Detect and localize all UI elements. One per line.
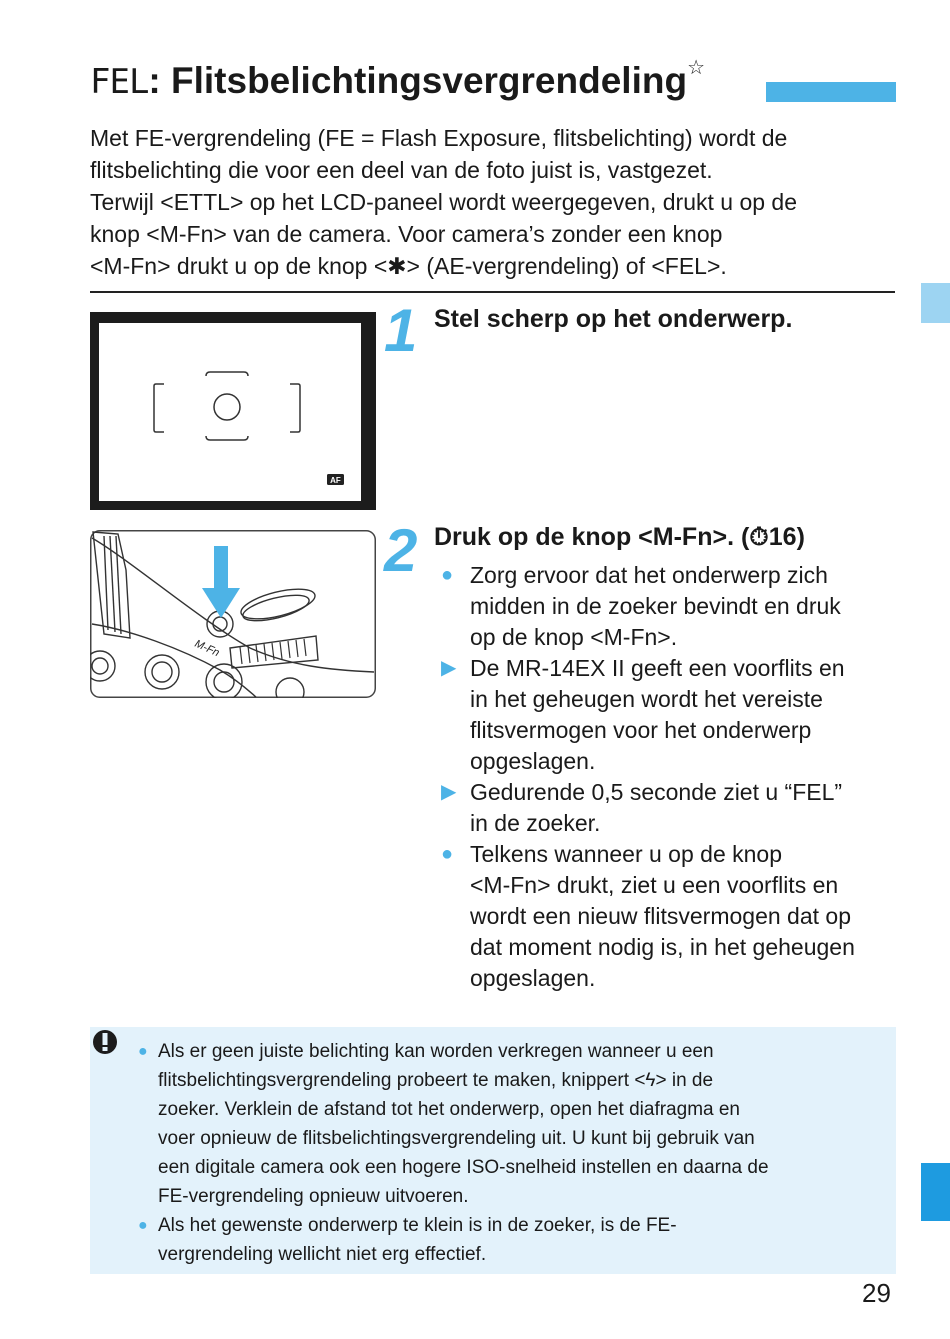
caution-icon [90,1027,120,1057]
title-accent-bar [766,82,896,102]
intro-line-5: <M-Fn> drukt u op de knop <✱> (AE-vergrendeling) of <FEL>. [90,253,727,279]
camera-illustration [90,530,376,698]
step-2-number: 2 [384,517,418,584]
intro-line-2: flitsbelichting die voor een deel van de foto juist is, vastgezet. [90,157,713,183]
list-item: ● Zorg ervoor dat het onderwerp zich midden in de zoeker bevindt en druk op de knop <M-Fn>. [441,562,841,650]
intro-line-1: Met FE-vergrendeling (FE = Flash Exposure, flitsbelichting) wordt de [90,125,788,151]
title-text: : Flitsbelichtingsvergrendeling [148,60,688,101]
bullet-dot-icon: ● [138,1217,148,1234]
list-item: ▶ De MR-14EX II geeft een voorflits en in het geheugen wordt het vereiste flitsvermogen voor het onderwerp opgeslagen. [441,655,845,774]
list-item: ● Telkens wanneer u op de knop <M-Fn> drukt, ziet u een voorflits en wordt een nieuw flitsvermogen dat op dat moment nodig is, in het geheugen opgeslagen. [441,841,855,991]
chapter-tab-light [921,283,950,323]
section-divider [90,291,895,293]
step-2-heading: Druk op de knop <M-Fn>. (⏱16) [434,523,805,551]
star-icon: ☆ [687,56,705,79]
intro-line-4: knop <M-Fn> van de camera. Voor camera’s zonder een knop [90,221,723,247]
step-2-bullet-list [437,560,897,994]
caution-list [140,1037,885,1269]
af-badge: AF [330,476,341,485]
list-item: ▶ Gedurende 0,5 seconde ziet u “FEL” in de zoeker. [441,779,843,836]
viewfinder-illustration [90,312,376,510]
intro-line-3: Terwijl <ETTL> op het LCD-paneel wordt weergegeven, drukt u op de [90,189,798,215]
fel-symbol: FEL [90,62,149,102]
result-arrow-icon: ▶ [441,657,457,679]
bullet-dot-icon: ● [138,1043,148,1060]
chapter-tab-dark [921,1163,950,1221]
bullet-dot-icon: ● [441,564,454,586]
list-item: ● Als er geen juiste belichting kan worden verkregen wanneer u een flitsbelichtingsvergrendeling probeert te maken, knippert <ϟ> in de zoeker. Verklein de afstand tot het onderwerp, open het diafragma en voer opnieuw de flitsbelichtingsvergrendeling uit. U kunt bij gebruik van een digitale camera ook een hogere ISO-snelheid instellen en daarna de FE-vergrendeling opnieuw uitvoeren. [140,1037,885,1211]
result-arrow-icon: ▶ [441,781,457,803]
bullet-dot-icon: ● [441,843,454,865]
m-fn-button-label: M-Fn [192,637,222,660]
step-1-number: 1 [384,297,418,364]
list-item: ● Als het gewenste onderwerp te klein is in de zoeker, is de FE- vergrendeling wellicht niet erg effectief. [140,1211,885,1269]
step-1-heading: Stel scherp op het onderwerp. [434,305,793,333]
page-number: 29 [862,1278,891,1308]
page-title [90,56,705,102]
